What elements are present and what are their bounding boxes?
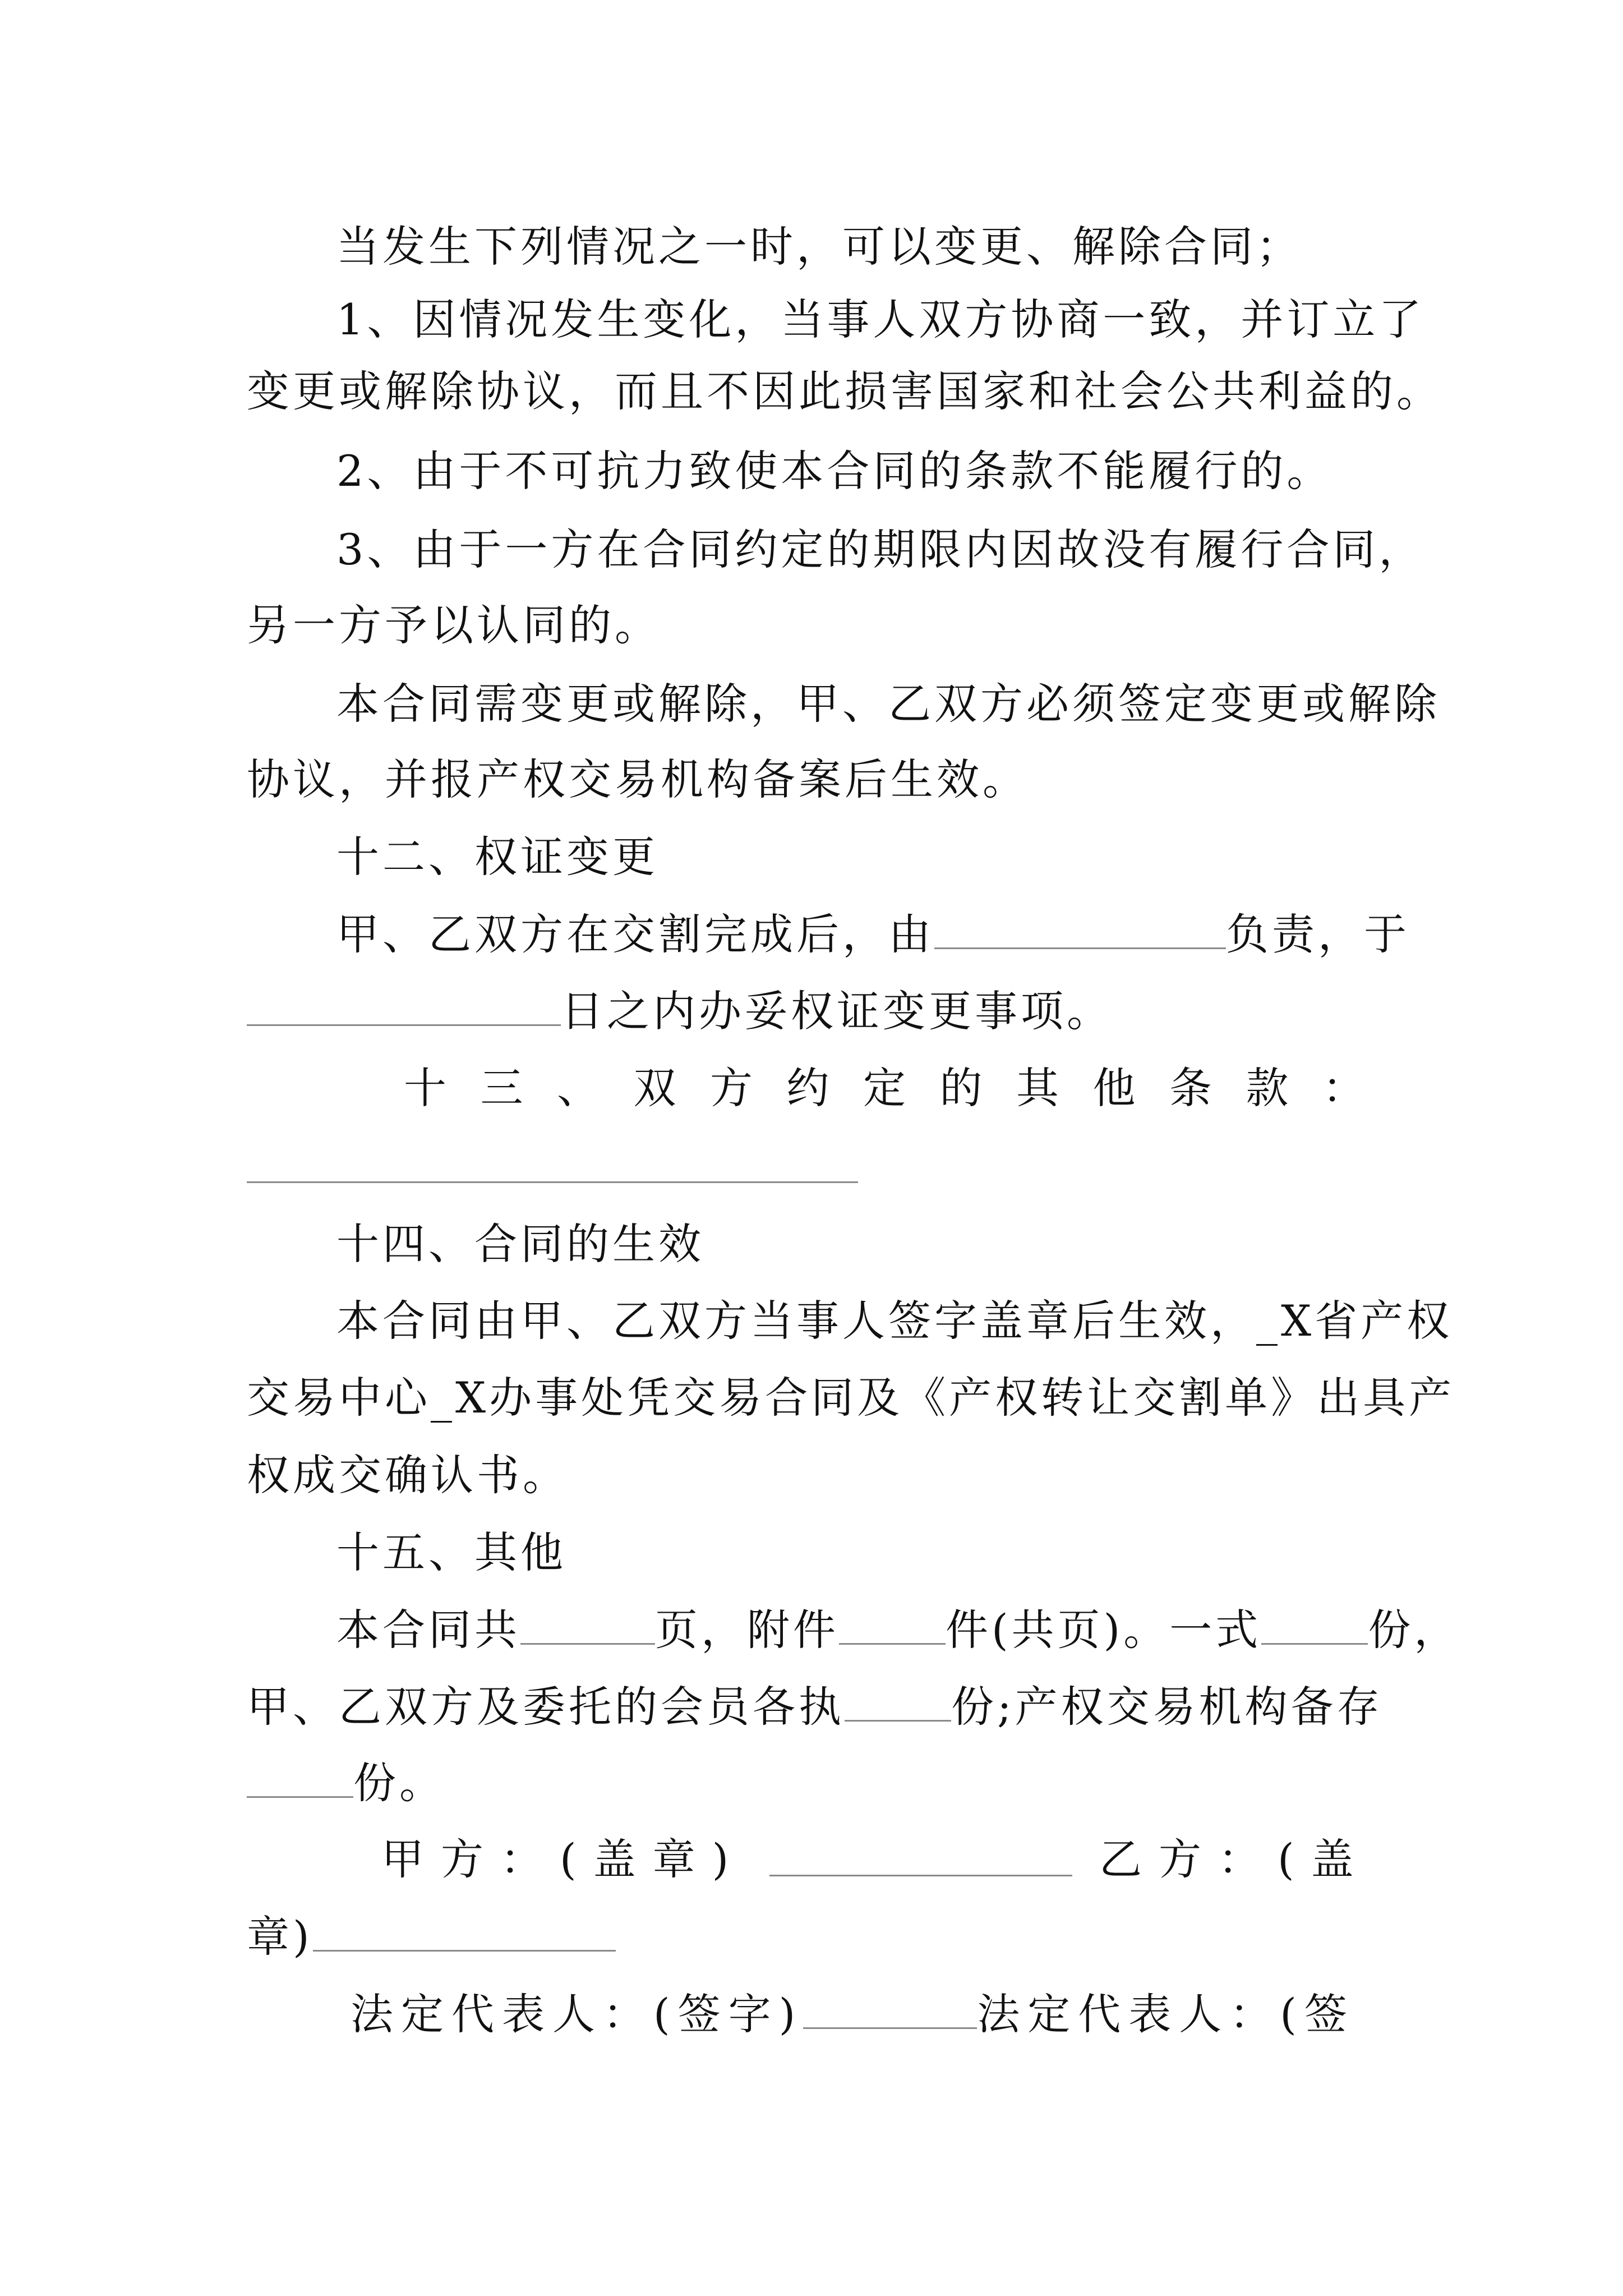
agency-copies-text: 份;产权交易机构备存 <box>951 1682 1383 1732</box>
paragraph-line: 交易中心_X办事处凭交易合同及《产权转让交割单》出具产 <box>247 1373 1455 1423</box>
paragraph-line: 1、因情况发生变化，当事人双方协商一致，并订立了 <box>336 295 1425 344</box>
days-blank <box>247 983 561 1026</box>
paragraph-line: 变更或解除协议，而且不因此损害国家和社会公共利益的。 <box>247 366 1442 416</box>
legal-rep-a-label: 法定代表人：(签字) <box>351 1989 804 2039</box>
party-b-seal-cont <box>247 1908 616 1965</box>
responsible-party-blank <box>934 906 1226 949</box>
party-a-seal-blank <box>769 1875 1072 1876</box>
copies-text: 件(共页)。一式 <box>946 1605 1262 1655</box>
pages-clause-line-2 <box>247 1678 1383 1735</box>
party-b-seal <box>1099 1832 1371 1888</box>
copies-blank <box>1261 1602 1368 1645</box>
legal-rep-line <box>351 1986 1355 2042</box>
pages-clause-line-3 <box>247 1755 445 1811</box>
paragraph-line: 当发生下列情况之一时，可以变更、解除合同； <box>336 222 1302 272</box>
attachment-count-blank <box>839 1602 946 1645</box>
paragraph-line: 另一方予以认同的。 <box>247 600 661 650</box>
paragraph-line: 3、由于一方在合同约定的期限内因故没有履行合同， <box>336 524 1425 574</box>
section-heading: 十四、合同的生效 <box>336 1219 704 1269</box>
cert-change-text-3: 日之内办妥权证变更事项。 <box>561 986 1113 1036</box>
section-heading: 十二、权证变更 <box>336 832 658 882</box>
other-terms-blank <box>247 1181 858 1183</box>
paragraph-line: 本合同由甲、乙双方当事人签字盖章后生效，_X省产权 <box>336 1296 1453 1346</box>
each-party-copies-blank <box>845 1678 951 1722</box>
legal-rep-b-label: 法定代表人：(签 <box>977 1989 1355 2039</box>
agency-copies-unit: 份。 <box>353 1758 445 1808</box>
attachment-text: 页，附件 <box>655 1605 839 1655</box>
legal-rep-a-blank <box>803 1986 977 2029</box>
cert-change-text-2: 负责，于 <box>1226 909 1410 959</box>
cert-change-text-1: 甲、乙双方在交割完成后，由 <box>336 909 934 959</box>
party-a-seal <box>381 1832 745 1888</box>
pages-text: 本合同共 <box>336 1605 520 1655</box>
page-count-blank <box>520 1602 655 1645</box>
section-heading: 十五、其他 <box>336 1527 566 1577</box>
each-party-text: 甲、乙双方及委托的会员各执 <box>247 1682 845 1732</box>
agency-copies-blank <box>247 1755 353 1798</box>
paragraph-line: 协议，并报产权交易机构备案后生效。 <box>247 754 1029 804</box>
pages-clause-line <box>336 1602 1460 1658</box>
other-terms-heading: 十三、双方约定的其他条款： <box>404 1063 1368 1113</box>
party-b-label-cont: 章) <box>247 1912 313 1962</box>
cert-change-line <box>336 906 1410 963</box>
copies-unit-text: 份， <box>1368 1605 1460 1655</box>
paragraph-line: 本合同需变更或解除，甲、乙双方必须签定变更或解除 <box>336 679 1440 729</box>
party-b-label: 乙方：(盖 <box>1099 1834 1371 1884</box>
party-a-label: 甲方：(盖章) <box>381 1834 746 1884</box>
paragraph-line: 权成交确认书。 <box>247 1450 569 1500</box>
cert-change-line-2 <box>247 983 1113 1039</box>
paragraph-line: 2、由于不可抗力致使本合同的条款不能履行的。 <box>336 446 1333 496</box>
party-b-seal-blank <box>313 1908 616 1952</box>
